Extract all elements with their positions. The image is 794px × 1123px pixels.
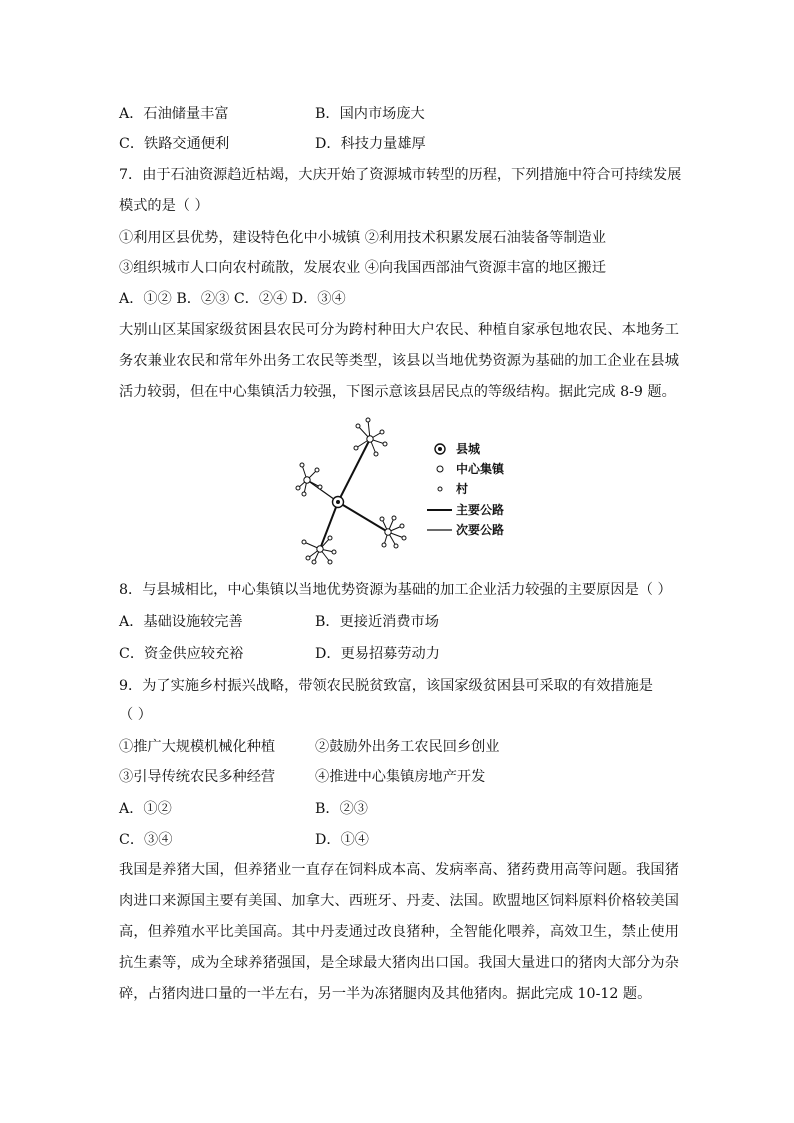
legend-county-town: 县城 xyxy=(456,442,481,456)
q6-option-c: C．铁路交通便利 xyxy=(119,136,230,152)
central-town-marker xyxy=(367,436,373,442)
legend-main-road: 主要公路 xyxy=(456,503,505,517)
main-road xyxy=(320,502,338,549)
q6-option-b: B．国内市场庞大 xyxy=(315,106,425,122)
central-town-marker xyxy=(385,529,391,535)
central-town-marker xyxy=(317,546,323,552)
central-town-marker xyxy=(304,477,310,483)
q7-items-line1: ①利用区县优势，建设特色化中小城镇 ②利用技术积累发展石油装备等制造业 xyxy=(119,230,606,246)
diagram-legend xyxy=(427,442,505,537)
q8-option-b: B．更接近消费市场 xyxy=(315,614,439,630)
q9-option-b: B．②③ xyxy=(315,801,368,817)
legend-village: 村 xyxy=(456,482,469,496)
q9-item-4: ④推进中心集镇房地产开发 xyxy=(315,769,486,785)
q9-stem-line2: （ ） xyxy=(119,707,152,723)
q6-option-d: D．科技力量雄厚 xyxy=(315,136,426,152)
q7-stem-line1: 7．由于石油资源趋近枯竭，大庆开始了资源城市转型的历程，下列措施中符合可持续发展 xyxy=(119,167,682,183)
q9-item-2: ②鼓励外出务工农民回乡创业 xyxy=(315,739,500,755)
legend-secondary-road: 次要公路 xyxy=(456,523,505,537)
settlement-hierarchy-diagram xyxy=(290,412,530,567)
passage-10-12: 我国是养猪大国，但养猪业一直存在饲料成本高、发病率高、猪药费用高等问题。我国猪肉进口来源国主要有美国、加拿大、西班牙、丹麦、法国。欧盟地区饲料原料价格较美国高，但养殖水平比美国高。其中丹麦通过改良猪种，全智能化喂养，高效卫生，禁止使用抗生素等，成为全球养猪强国，是全球最大猪肉出口国。我国大量进口的猪肉大部分为杂碎，占猪肉进口量的一半左右，另一半为冻猪腿肉及其他猪肉。据此完成 10-12 题。 xyxy=(119,862,679,1002)
q8-stem: 8．与县城相比，中心集镇以当地优势资源为基础的加工企业活力较强的主要原因是（ ） xyxy=(119,582,672,598)
q6-option-a: A．石油储量丰富 xyxy=(119,106,229,122)
passage-8-9: 大别山区某国家级贫困县农民可分为跨村种田大户农民、种植自家承包地农民、本地务工务农兼业农民和常年外出务工农民等类型，该县以当地优势资源为基础的加工企业在县城活力较弱，但在中心集镇活力较强，下图示意该县居民点的等级结构。据此完成 8-9 题。 xyxy=(119,322,679,400)
legend-central-town: 中心集镇 xyxy=(456,462,505,476)
q9-option-c: C．③④ xyxy=(119,832,173,848)
q8-option-a: A．基础设施较完善 xyxy=(119,614,243,630)
q9-option-d: D．①④ xyxy=(315,832,369,848)
q8-option-c: C．资金供应较充裕 xyxy=(119,646,244,662)
q7-options: A．①② B．②③ C．②④ D．③④ xyxy=(119,291,346,307)
q8-option-d: D．更易招募劳动力 xyxy=(315,646,440,662)
q7-stem-line2: 模式的是（ ） xyxy=(119,198,209,214)
q7-items-line2: ③组织城市人口向农村疏散，发展农业 ④向我国西部油气资源丰富的地区搬迁 xyxy=(119,260,606,276)
q9-item-1: ①推广大规模机械化种植 xyxy=(119,739,276,755)
q9-item-3: ③引导传统农民多种经营 xyxy=(119,769,276,785)
q9-option-a: A．①② xyxy=(119,801,172,817)
q9-stem-line1: 9．为了实施乡村振兴战略，带领农民脱贫致富，该国家级贫困县可采取的有效措施是 xyxy=(119,678,653,694)
